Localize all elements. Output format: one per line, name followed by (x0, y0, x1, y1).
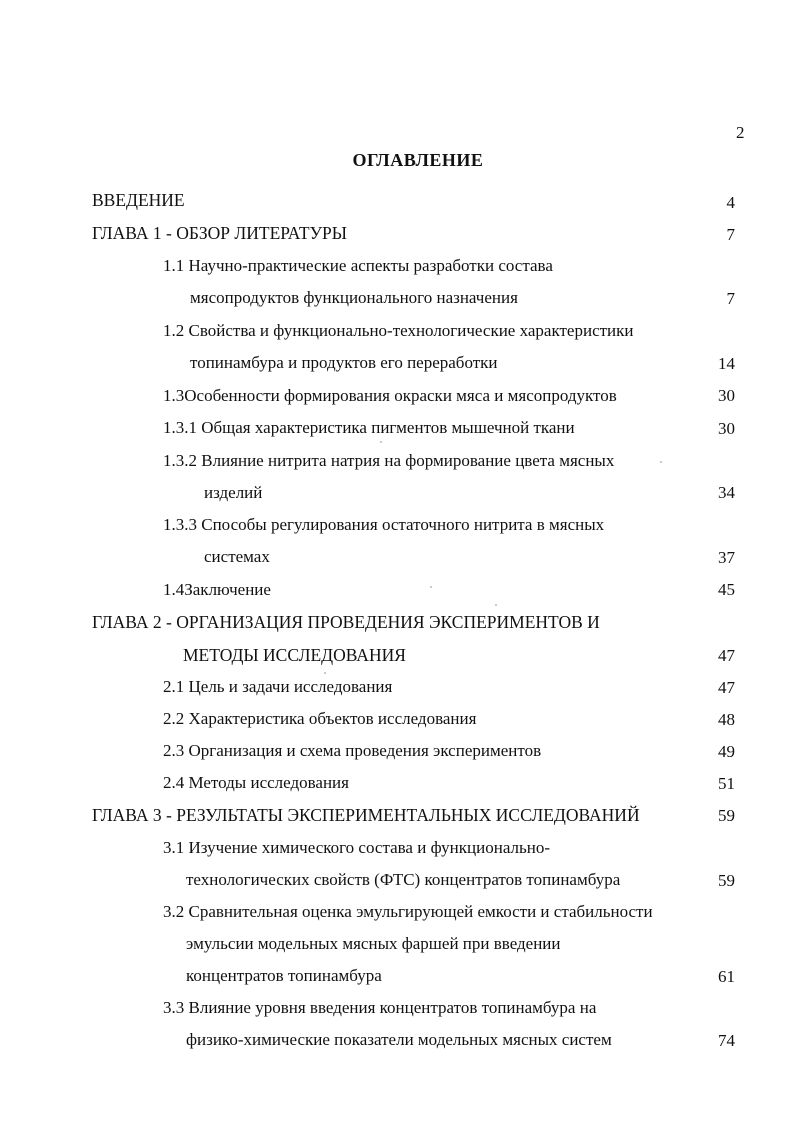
toc-entry-1-1-continued: мясопродуктов функционального назначения (190, 288, 518, 307)
toc-entry-1-3-3: 1.3.3 Способы регулирования остаточного нитрита в мясных (163, 515, 605, 534)
scan-speck (495, 604, 497, 606)
toc-entry-1-3-2-continued: изделий (204, 483, 263, 502)
toc-entry-3-1-continued: технологических свойств (ФТС) концентратов топинамбура (186, 870, 621, 889)
toc-page-number: 59 (718, 871, 735, 890)
toc-page-number: 45 (718, 580, 735, 599)
toc-page-number: 7 (726, 289, 735, 308)
toc-page-number: 37 (718, 548, 735, 567)
scan-speck (324, 672, 326, 674)
toc-page-number: 30 (718, 419, 735, 438)
toc-entry-2-3: 2.3 Организация и схема проведения экспериментов (163, 741, 542, 760)
toc-entry-1-3: 1.3Особенности формирования окраски мяса и мясопродуктов (163, 386, 617, 405)
toc-page-number: 59 (718, 806, 735, 825)
toc-entry-3-2-continued: концентратов топинамбура (186, 966, 382, 985)
toc-entry-1-2: 1.2 Свойства и функционально-технологические характеристики (163, 321, 634, 340)
scan-speck (660, 461, 662, 463)
toc-page-number: 61 (718, 967, 735, 986)
toc-entry-1-2-continued: топинамбура и продуктов его переработки (190, 353, 498, 372)
toc-entry-chapter-2-continued: МЕТОДЫ ИССЛЕДОВАНИЯ (183, 645, 406, 665)
toc-entry-3-2-continued: эмульсии модельных мясных фаршей при введении (186, 934, 561, 953)
scan-speck (430, 586, 432, 588)
toc-entry-introduction: ВВЕДЕНИЕ (92, 190, 185, 210)
toc-page-number: 74 (718, 1031, 735, 1050)
toc-entry-2-1: 2.1 Цель и задачи исследования (163, 677, 393, 696)
toc-entry-2-4: 2.4 Методы исследования (163, 773, 349, 792)
toc-entry-3-3-continued: физико-химические показатели модельных мясных систем (186, 1030, 612, 1049)
toc-entry-chapter-1: ГЛАВА 1 - ОБЗОР ЛИТЕРАТУРЫ (92, 223, 347, 243)
toc-page-number: 48 (718, 710, 735, 729)
toc-entry-1-3-3-continued: системах (204, 547, 270, 566)
toc-entry-3-2: 3.2 Сравнительная оценка эмульгирующей емкости и стабильности (163, 902, 653, 921)
toc-entry-1-1: 1.1 Научно-практические аспекты разработки состава (163, 256, 553, 275)
toc-entry-1-3-1: 1.3.1 Общая характеристика пигментов мышечной ткани (163, 418, 575, 437)
toc-entry-1-3-2: 1.3.2 Влияние нитрита натрия на формирование цвета мясных (163, 451, 615, 470)
toc-page-number: 4 (726, 193, 735, 212)
toc-entry-chapter-3: ГЛАВА 3 - РЕЗУЛЬТАТЫ ЭКСПЕРИМЕНТАЛЬНЫХ ИССЛЕДОВАНИЙ (92, 805, 640, 825)
toc-title: ОГЛАВЛЕНИЕ (352, 150, 484, 170)
toc-page-number: 14 (718, 354, 735, 373)
toc-entry-3-1: 3.1 Изучение химического состава и функционально- (163, 838, 551, 857)
page-number: 2 (736, 123, 745, 142)
toc-page-number: 47 (718, 646, 735, 665)
toc-entry-1-4: 1.4Заключение (163, 580, 271, 599)
toc-entry-chapter-2: ГЛАВА 2 - ОРГАНИЗАЦИЯ ПРОВЕДЕНИЯ ЭКСПЕРИМЕНТОВ И (92, 612, 600, 632)
toc-page-number: 30 (718, 386, 735, 405)
toc-page-number: 34 (718, 483, 735, 502)
toc-page-number: 7 (726, 225, 735, 244)
toc-page-number: 47 (718, 678, 735, 697)
toc-entry-2-2: 2.2 Характеристика объектов исследования (163, 709, 477, 728)
toc-page-number: 49 (718, 742, 735, 761)
toc-page-number: 51 (718, 774, 735, 793)
toc-entry-3-3: 3.3 Влияние уровня введения концентратов топинамбура на (163, 998, 597, 1017)
scan-speck (380, 441, 382, 443)
